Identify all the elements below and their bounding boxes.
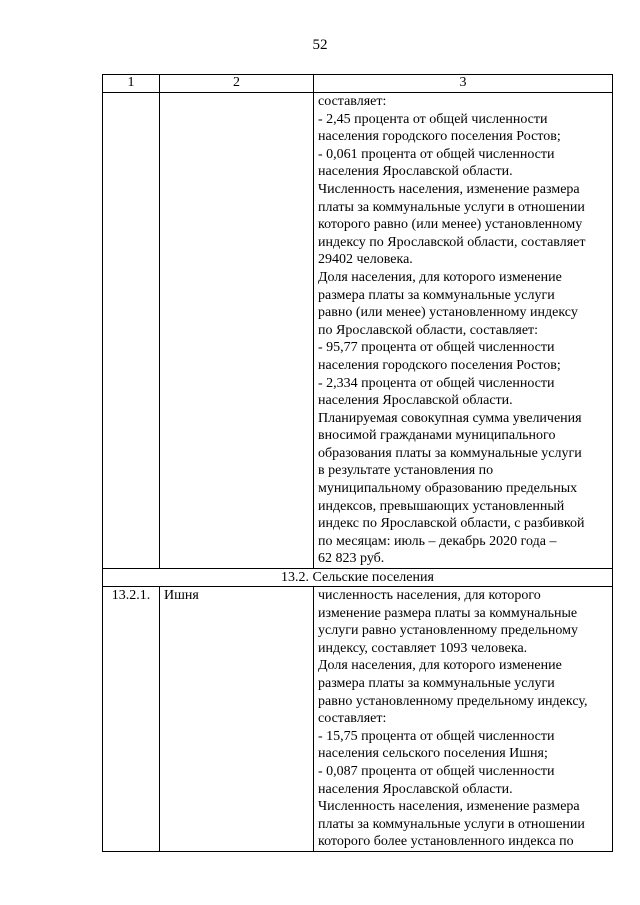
- settlement-name-cell: Ишня: [160, 587, 314, 852]
- settlement-name-cell: [160, 93, 314, 569]
- header-col-3: 3: [314, 75, 613, 93]
- table-row: [103, 93, 613, 569]
- header-col-1: 1: [103, 75, 160, 93]
- description-cell: численность населения, для которого изменение размера платы за коммунальные услуги равно установленному предельному индексу, составляет 1093 человека. Доля населения, для которого изменение размера платы за коммунальные услуги равно установленному предельному индексу, составляет: - 15,75 процента от общей численности населения сельского поселения Ишня; - 0,087 процента от общей численности населения Ярославской области. Численность населения, изменение размера платы за коммунальные услуги в отношении которого более установленного индекса по: [314, 587, 613, 852]
- header-col-2: 2: [160, 75, 314, 93]
- description-cell: составляет: - 2,45 процента от общей численности населения городского поселения Ростов; - 0,061 процента от общей численности населения Ярославской области. Численность населения, изменение размера платы за коммунальные услуги в отношении которого равно (или менее) установленному индексу по Ярославской области, составляет 29402 человека. Доля населения, для которого изменение размера платы за коммунальные услуги равно (или менее) установленному индексу по Ярославской области, составляет: - 95,77 процента от общей численности населения городского поселения Ростов; - 2,334 процента от общей численности населения Ярославской области. Планируемая совокупная сумма увеличения вносимой гражданами муниципального образования платы за коммунальные услуги в результате установления по муниципальному образованию предельных индексов, превышающих установленный индекс по Ярославской области, с разбивкой по месяцам: июль – декабрь 2020 года – 62 823 руб.: [314, 93, 613, 569]
- table-row: [103, 587, 613, 852]
- section-row: [103, 569, 613, 587]
- section-title: 13.2. Сельские поселения: [103, 569, 613, 587]
- row-number-cell: [103, 93, 160, 569]
- document-table: [102, 74, 613, 852]
- page-number: 52: [312, 37, 328, 53]
- table-header-row: [103, 75, 613, 93]
- row-number-cell: 13.2.1.: [103, 587, 160, 852]
